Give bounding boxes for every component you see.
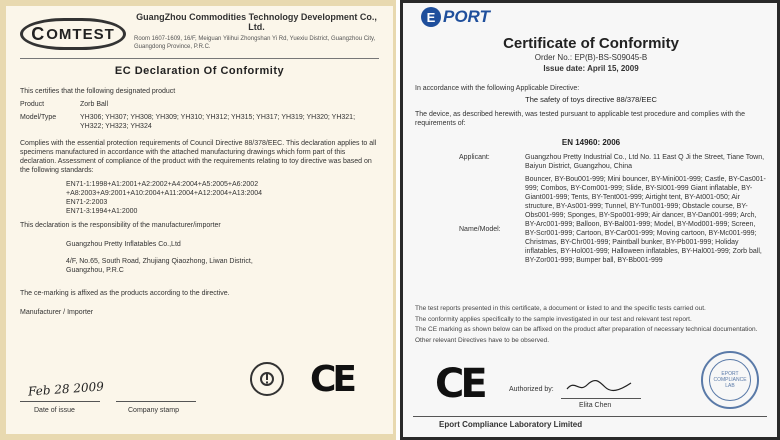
signature-icon xyxy=(565,377,635,395)
models-value: Bouncer, BY-Bou001-999; Mini bouncer, BY-Mini001-999; Castle, BY-Cas001-999; Combos, BY-Com001-999; Slide, BY-SI001-999 Giant inflatable, BY-Giant001-999; Tents, BY-Tent001-999; Airtight tent, BY-At001-050; Air structure, BY-As001-999; Tunnel, BY-Tun001-999; Obstacle course, BY-Obs001-999; Sponges, BY-Spo001-999; Air dancer, BY-Dan001-999; Arch, BY-Arc001-999; Balloon, BY-Bal001-999; Model, BY-Mod001-999; Screen, BY-Scr001-999; Cartoon, BY-Car001-999; Moving cartoon, BY-Mc001-999; Christmas, BY-Chr001-999; Paintball bunker, BY-Pb001-999; Holiday inflatables, BY-Hol001-999; Halloween inflatables, BY-Hal001-999; Zorb ball, BY-Zor001-999; Bumper ball, BY-Bb001-999 xyxy=(525,176,766,264)
stamp-line xyxy=(116,401,196,402)
right-bottom-area xyxy=(413,353,767,431)
order-number: Order No.: EP(B)-BS-S09045-B xyxy=(534,53,648,62)
directive-intro: In accordance with the following Applicable Directive: xyxy=(415,85,580,92)
note-item: The test reports presented in this certificate, a document or listed to and the specific tests carried out. xyxy=(415,305,706,312)
note-item: The conformity applies specifically to the sample investigated in our test and relevant test report. xyxy=(415,315,692,323)
manufacturer-importer-label: Manufacturer / Importer xyxy=(20,309,94,316)
model-label: Model/Type xyxy=(20,114,57,121)
certificate-of-conformity xyxy=(400,0,780,440)
note-item: Other relevant Directives have to be observed. xyxy=(415,336,550,344)
product-value: Zorb Ball xyxy=(80,101,109,108)
warning-circle-icon xyxy=(250,362,284,396)
signature-line xyxy=(561,398,641,399)
footer-divider xyxy=(413,416,767,417)
model-row xyxy=(20,113,379,131)
handwritten-date: Feb 28 2009 xyxy=(27,379,105,399)
product-row xyxy=(20,100,379,109)
model-value: YH306; YH307; YH308; YH309; YH310; YH312; YH315; YH317; YH319; YH320; YH321; YH322; YH323; YH324 xyxy=(80,114,356,130)
eport-logo-text: PORT xyxy=(443,7,490,26)
intro-text: This certifies that the following designated product xyxy=(20,88,176,95)
right-title: Certificate of Conformity xyxy=(503,35,679,52)
lab-name: Eport Compliance Laboratory Limited xyxy=(439,420,583,429)
standard-item: EN71-1:1998+A1:2001+A2:2002+A4:2004+A5:2005+A6:2002 xyxy=(66,181,259,188)
lab-stamp-icon xyxy=(701,351,759,409)
product-label: Product xyxy=(20,101,45,108)
logo-c-icon: C xyxy=(31,23,46,44)
standard-item: EN71-2:2003 xyxy=(66,199,108,206)
issuer-name: GuangZhou Commodities Technology Development Co., Ltd. xyxy=(136,12,377,32)
applicant-value: Guangzhou Pretty Industrial Co., Ltd No. 11 East Q Ji the Street, Tiane Town, Baiyun District, Guangzhou, China xyxy=(525,154,765,170)
date-line xyxy=(20,401,100,402)
company-stamp-label: Company stamp xyxy=(128,407,179,414)
lab-stamp-inner: EPORT COMPLIANCE LAB xyxy=(709,359,751,401)
device-text: The device, as described herewith, was tested pursuant to applicable test procedure and complies with the requirements of: xyxy=(415,111,745,127)
note-item: The CE marking as shown below can be affixed on the product after preparation of necessary technical documentation. xyxy=(415,326,758,333)
standard-name: EN 14960: 2006 xyxy=(561,138,621,147)
eport-logo xyxy=(421,7,490,27)
models-label: Name/Model: xyxy=(459,226,501,233)
signer-name: Elita Chen xyxy=(579,402,612,409)
ce-marking-note: The ce-marking is affixed as the products according to the directive. xyxy=(20,290,230,297)
responsibility-text: This declaration is the responsibility of the manufacturer/importer xyxy=(20,222,221,229)
applicant-label: Applicant: xyxy=(459,154,490,161)
notes xyxy=(415,305,767,345)
left-header xyxy=(20,12,379,56)
standard-item: +A8:2003+A9:2001+A10:2004+A11:2004+A12:2004+A13:2004 xyxy=(66,190,263,197)
models-row xyxy=(415,175,767,301)
issuer-address: Room 1607-1609, 16/F, Meiguan Yilihui Zhongshan Yi Rd, Yuexiu District, Guangzhou City, Guangdong Province, P.R.C. xyxy=(134,36,376,50)
eport-globe-icon: E xyxy=(421,7,441,27)
left-title: EC Declaration Of Conformity xyxy=(114,65,285,77)
manufacturer-address-line-1: 4/F, No.65, South Road, Zhujiang Qiaozhong, Liwan District, xyxy=(66,258,253,265)
manufacturer-name: Guangzhou Pretty Inflatables Co.,Ltd xyxy=(66,241,181,248)
standard-item: EN71-3:1994+A1:2000 xyxy=(66,208,138,215)
applicant-row xyxy=(415,153,767,171)
header-divider xyxy=(20,58,379,59)
issuer-block xyxy=(134,12,379,51)
directive-name: The safety of toys directive 88/378/EEC xyxy=(525,95,657,104)
date-of-issue-label: Date of issue xyxy=(34,407,75,414)
ce-mark-icon: CE xyxy=(310,359,354,400)
standards-list xyxy=(66,180,379,216)
omtest-logo: C OMTEST xyxy=(20,18,126,50)
authorized-label: Authorized by: xyxy=(509,386,554,393)
ce-mark-icon: CE xyxy=(435,361,484,407)
manufacturer-address-line-2: Guangzhou, P.R.C xyxy=(66,267,124,274)
compliance-text: Complies with the essential protection requirements of Council Directive 88/378/EEC. This declaration applies to all specimens manufactured in accordance with the attached manufacturing drawings which form part of this declaration. Assessment of compliance of the product with the requirements relating to toy directive was based on the following standards: xyxy=(20,140,377,174)
signature-area xyxy=(20,344,379,416)
issue-date: Issue date: April 15, 2009 xyxy=(543,64,639,73)
